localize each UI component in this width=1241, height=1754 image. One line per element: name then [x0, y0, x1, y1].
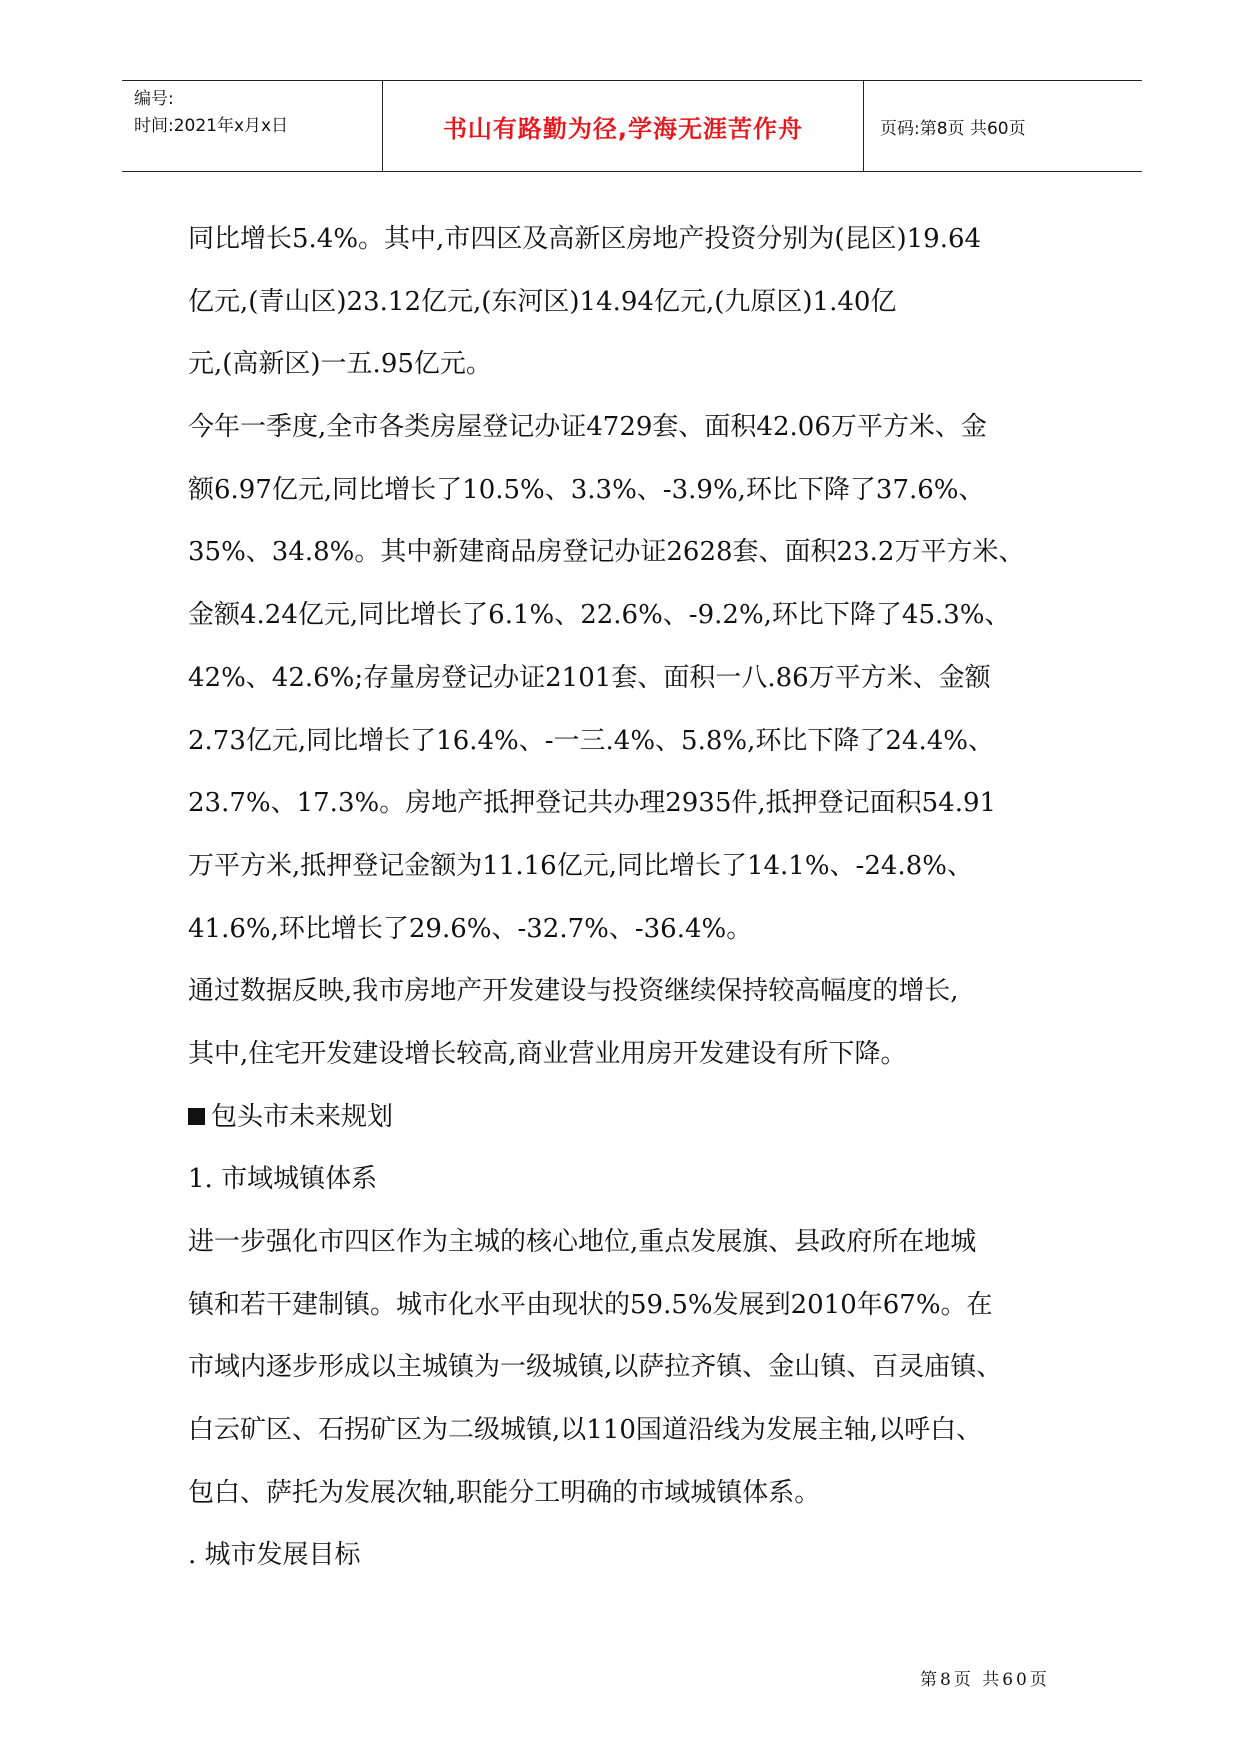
body-line: 元,(高新区)一五.95亿元。	[188, 349, 492, 380]
body-line: 包白、萨托为发展次轴,职能分工明确的市域城镇体系。	[188, 1477, 821, 1508]
square-bullet-icon	[188, 1108, 205, 1125]
body-line: 进一步强化市四区作为主城的核心地位,重点发展旗、县政府所在地城	[188, 1227, 977, 1257]
page-footer: 第8页 共60页	[920, 1670, 1050, 1690]
document-time-label: 时间:2021年x月x日	[134, 116, 289, 136]
header-motto: 书山有路勤为径,学海无涯苦作舟	[442, 114, 804, 143]
section-heading	[188, 1086, 1088, 1149]
body-line: 41.6%,环比增长了29.6%、-32.7%、-36.4%。	[188, 913, 753, 944]
header-page-info: 页码:第8页 共60页	[880, 118, 1026, 139]
body-line: 23.7%、17.3%。房地产抵押登记共办理2935件,抵押登记面积54.91	[188, 788, 997, 819]
subsection-heading: 1. 市域城镇体系	[188, 1164, 378, 1195]
body-line: 白云矿区、石拐矿区为二级城镇,以110国道沿线为发展主轴,以呼白、	[188, 1415, 983, 1446]
page-header	[122, 80, 1142, 172]
document-number-label: 编号:	[134, 89, 174, 109]
body-line: 亿元,(青山区)23.12亿元,(东河区)14.94亿元,(九原区)1.40亿	[188, 286, 897, 317]
body-line: 通过数据反映,我市房地产开发建设与投资继续保持较高幅度的增长,	[188, 976, 959, 1007]
header-meta	[122, 81, 382, 171]
body-line: 今年一季度,全市各类房屋登记办证4729套、面积42.06万平方米、金	[188, 412, 987, 443]
body-line: 35%、34.8%。其中新建商品房登记办证2628套、面积23.2万平方米、	[188, 537, 1025, 568]
document-body	[188, 208, 1088, 1587]
body-line: 42%、42.6%;存量房登记办证2101套、面积一八.86万平方米、金额	[188, 662, 991, 693]
body-line: 同比增长5.4%。其中,市四区及高新区房地产投资分别为(昆区)19.64	[188, 224, 982, 254]
header-page-cell	[864, 81, 1142, 171]
body-line: 金额4.24亿元,同比增长了6.1%、22.6%、-9.2%,环比下降了45.3%、	[188, 600, 1011, 631]
body-line: 额6.97亿元,同比增长了10.5%、3.3%、-3.9%,环比下降了37.6%、	[188, 474, 985, 505]
body-line: 万平方米,抵押登记金额为11.16亿元,同比增长了14.1%、-24.8%、	[188, 850, 973, 881]
body-line: 市域内逐步形成以主城镇为一级城镇,以萨拉齐镇、金山镇、百灵庙镇、	[188, 1352, 1003, 1383]
body-line: 镇和若干建制镇。城市化水平由现状的59.5%发展到2010年67%。在	[188, 1289, 993, 1320]
subsection-heading: . 城市发展目标	[188, 1540, 361, 1571]
body-line: 2.73亿元,同比增长了16.4%、-一三.4%、5.8%,环比下降了24.4%、	[188, 725, 994, 756]
section-heading-text: 包头市未来规划	[211, 1101, 394, 1132]
header-motto-cell	[382, 81, 864, 171]
body-line: 其中,住宅开发建设增长较高,商业营业用房开发建设有所下降。	[188, 1038, 907, 1069]
